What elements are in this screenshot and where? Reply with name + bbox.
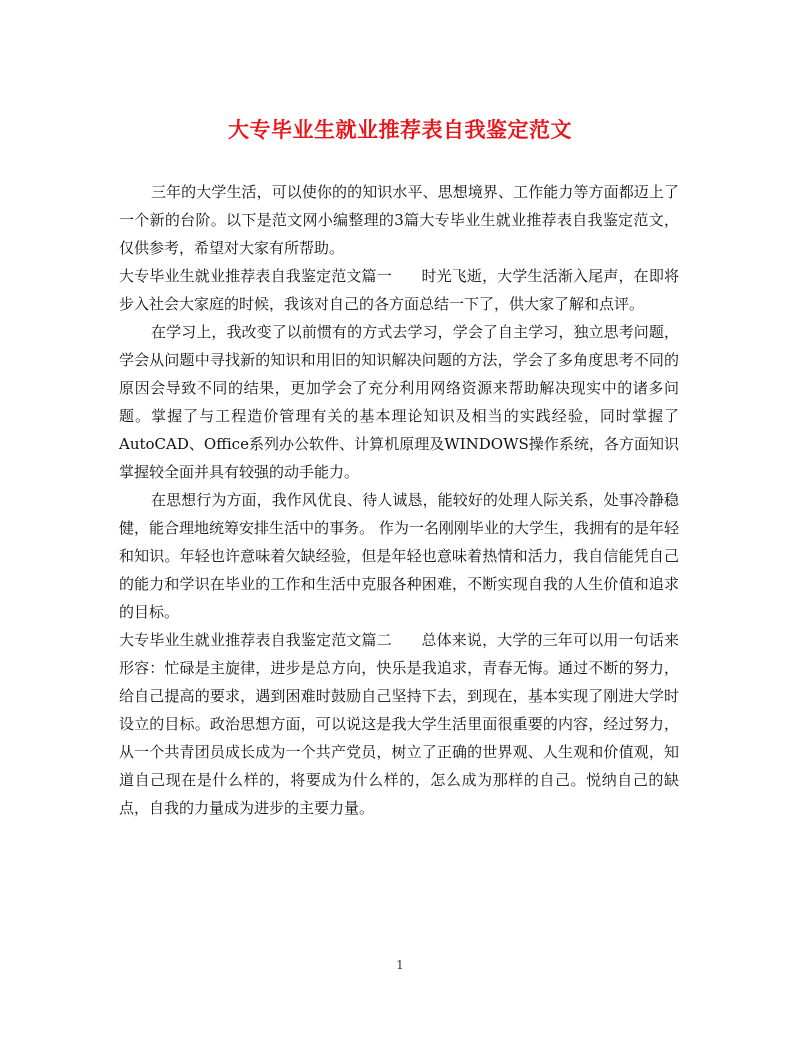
section-two-paragraph [119, 626, 679, 822]
section-one-text: 时光飞逝，大学生活渐入尾声，在即将步入社会大家庭的时候，我该对自己的各方面总结一下了，供大家了解和点评。 [119, 267, 679, 313]
intro-paragraph: 三年的大学生活，可以使你的的知识水平、思想境界、工作能力等方面都迈上了一个新的台阶。以下是范文网小编整理的3篇大专毕业生就业推荐表自我鉴定范文，仅供参考，希望对大家有所帮助。 [119, 183, 679, 257]
page-number: 1 [396, 958, 404, 972]
conduct-paragraph: 在思想行为方面，我作风优良、待人诚恳，能较好的处理人际关系，处事冷静稳健，能合理地统筹安排生活中的事务。 作为一名刚刚毕业的大学生，我拥有的是年轻和知识。年轻也许意味着欠缺经验，但是年轻也意味着热情和活力，我自信能凭自己的能力和学识在毕业的工作和生活中克服各种困难，不断实现自我的人生价值和追求的目标。 [119, 491, 679, 621]
page-title: 大专毕业生就业推荐表自我鉴定范文 [228, 117, 572, 142]
section-two-heading: 大专毕业生就业推荐表自我鉴定范文篇二 [119, 631, 392, 649]
section-two-text: 总体来说，大学的三年可以用一句话来形容：忙碌是主旋律，进步是总方向，快乐是我追求，青春无悔。通过不断的努力，给自己提高的要求，遇到困难时鼓励自己坚持下去，到现在，基本实现了刚进大学时设立的目标。政治思想方面，可以说这是我大学生活里面很重要的内容，经过努力，从一个共青团员成长成为一个共产党员，树立了正确的世界观、人生观和价值观，知道自己现在是什么样的，将要成为什么样的，怎么成为那样的自己。悦纳自己的缺点，自我的力量成为进步的主要力量。 [119, 631, 679, 817]
document-body [119, 178, 679, 822]
section-one-paragraph [119, 262, 679, 318]
study-paragraph: 在学习上，我改变了以前惯有的方式去学习，学会了自主学习，独立思考问题，学会从问题中寻找新的知识和用旧的知识解决问题的方法，学会了多角度思考不同的原因会导致不同的结果，更加学会了充分利用网络资源来帮助解决现实中的诸多问题。掌握了与工程造价管理有关的基本理论知识及相当的实践经验，同时掌握了AutoCAD、Office系列办公软件、计算机原理及WINDOWS操作系统，各方面知识掌握较全面并具有较强的动手能力。 [119, 323, 679, 481]
section-one-heading: 大专毕业生就业推荐表自我鉴定范文篇一 [119, 267, 392, 285]
